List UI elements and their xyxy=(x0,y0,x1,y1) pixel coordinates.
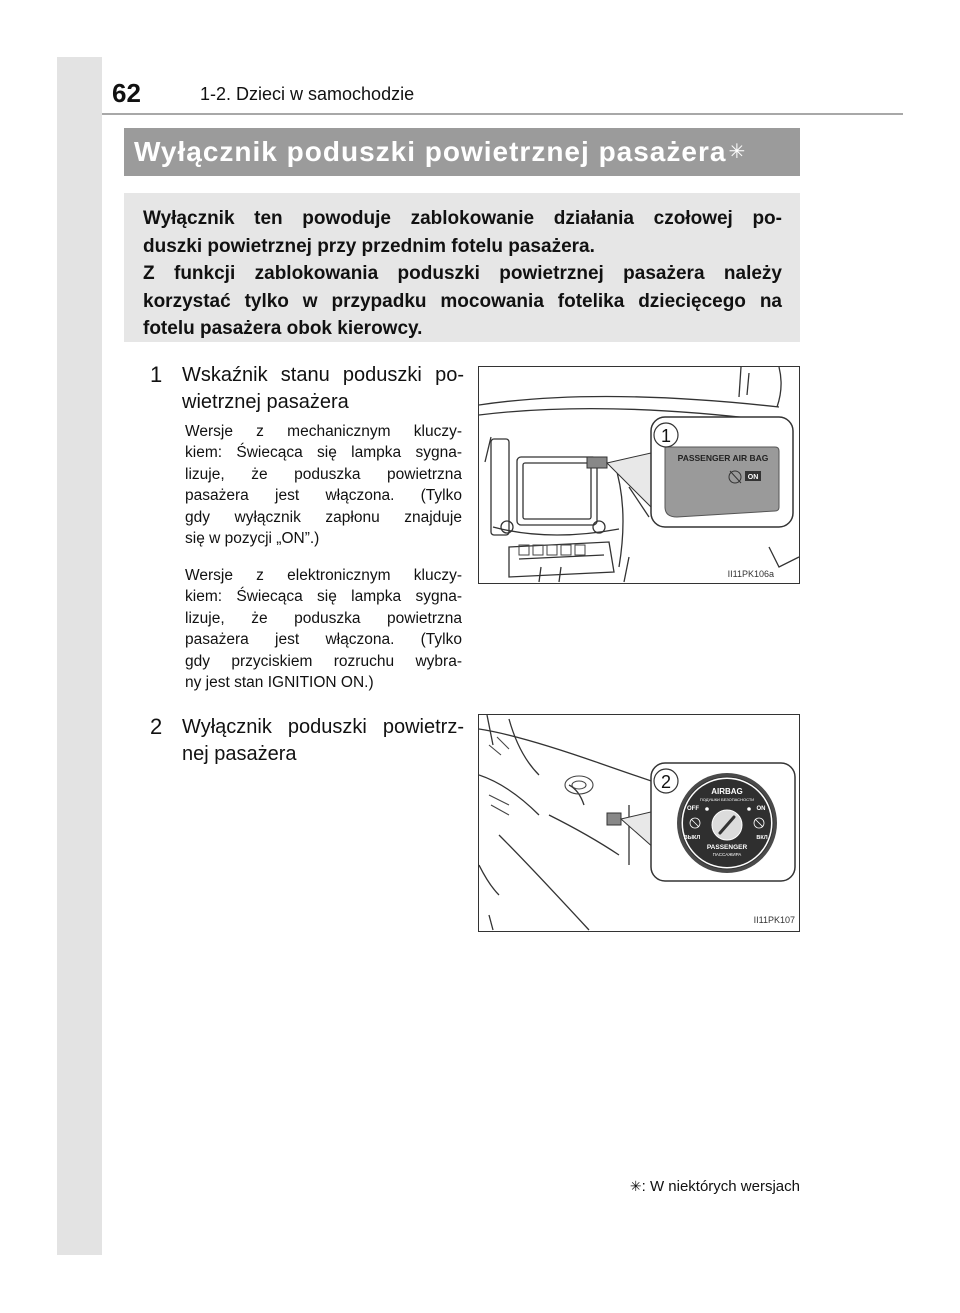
item-1-paragraph-2 xyxy=(185,565,462,693)
footnote-asterisk: ✳ xyxy=(629,1178,642,1194)
text-line: Wersje z mechanicznym kluczy- xyxy=(185,423,462,440)
running-head: 1-2. Dzieci w samochodzie xyxy=(200,84,415,104)
switch-label-passenger: PASSENGER xyxy=(706,844,748,851)
switch-label-passenger-ru: ПАССАЖИРА xyxy=(712,852,742,857)
item-number-2: 2 xyxy=(150,714,163,739)
intro-line: korzystać tylko w przypadku mocowania fotelika dziecięcego na xyxy=(143,290,782,312)
figure-2-callout: 2 xyxy=(660,772,672,792)
intro-line: fotelu pasażera obok kierowcy. xyxy=(143,318,423,339)
text-line: pasażera jest włączona. (Tylko xyxy=(185,487,462,505)
passenger-airbag-label: PASSENGER AIR BAG xyxy=(677,453,769,463)
text-line: kiem: Świecąca się lampka sygna- xyxy=(185,444,462,462)
item-title-line: Wyłącznik poduszki powietrz- xyxy=(182,716,464,738)
item-title-2 xyxy=(182,714,464,768)
side-bar xyxy=(57,57,102,1255)
text-line: się w pozycji „ON”.) xyxy=(185,530,320,548)
switch-label-off-ru: ВЫКЛ xyxy=(683,835,701,841)
intro-line: Z funkcji zablokowania poduszki powietrznej pasażera należy xyxy=(143,263,782,284)
switch-label-airbag: AIRBAG xyxy=(711,787,743,796)
on-indicator-label: ON xyxy=(747,474,759,481)
footnote-text: : W niektórych wersjach xyxy=(641,1178,800,1195)
intro-line: duszki powietrznej przy przednim fotelu pasażera. xyxy=(143,235,595,257)
item-number-1: 1 xyxy=(150,362,163,387)
section-title-bar xyxy=(124,128,800,176)
switch-label-on-ru: ВКЛ xyxy=(756,835,768,841)
figure-airbag-switch xyxy=(478,714,800,932)
text-line: lizuje, że poduszka powietrzna xyxy=(185,465,462,483)
text-line: pasażera jest włączona. (Tylko xyxy=(185,631,462,649)
figure-dashboard-indicator xyxy=(478,366,800,584)
footnote xyxy=(630,1178,800,1195)
figure-code: II11PK107 xyxy=(753,915,795,925)
intro-line: Wyłącznik ten powoduje zablokowanie działania czołowej po- xyxy=(143,208,782,229)
dashboard-illustration xyxy=(479,367,799,583)
text-line: gdy wyłącznik zapłonu znajduje xyxy=(185,508,462,526)
item-title-line: wietrznej pasażera xyxy=(182,391,349,413)
switch-label-airbag-ru: ПОДУШКИ БЕЗОПАСНОСТИ xyxy=(699,797,755,802)
text-line: gdy przyciskiem rozruchu wybra- xyxy=(185,652,462,670)
text-line: ny jest stan IGNITION ON.) xyxy=(185,674,374,692)
text-line: Wersje z elektronicznym kluczy- xyxy=(185,567,462,584)
item-1-paragraph-1 xyxy=(185,421,462,549)
text-line: kiem: Świecąca się lampka sygna- xyxy=(185,588,462,606)
text-line: lizuje, że poduszka powietrzna xyxy=(185,609,462,627)
figure-1-callout: 1 xyxy=(660,426,672,446)
title-asterisk: ✳ xyxy=(728,141,746,163)
item-title-line: nej pasażera xyxy=(182,743,297,765)
airbag-switch-illustration xyxy=(479,715,799,931)
page-number: 62 xyxy=(112,78,141,108)
item-title-line: Wskaźnik stanu poduszki po- xyxy=(182,364,464,386)
switch-label-off: OFF xyxy=(687,806,699,812)
intro-box xyxy=(124,193,800,342)
header-rule xyxy=(102,113,903,115)
switch-label-on: ON xyxy=(756,806,766,812)
item-title-1 xyxy=(182,362,464,416)
figure-code: II11PK106a xyxy=(727,569,774,579)
section-title: Wyłącznik poduszki powietrznej pasażera xyxy=(134,136,727,167)
